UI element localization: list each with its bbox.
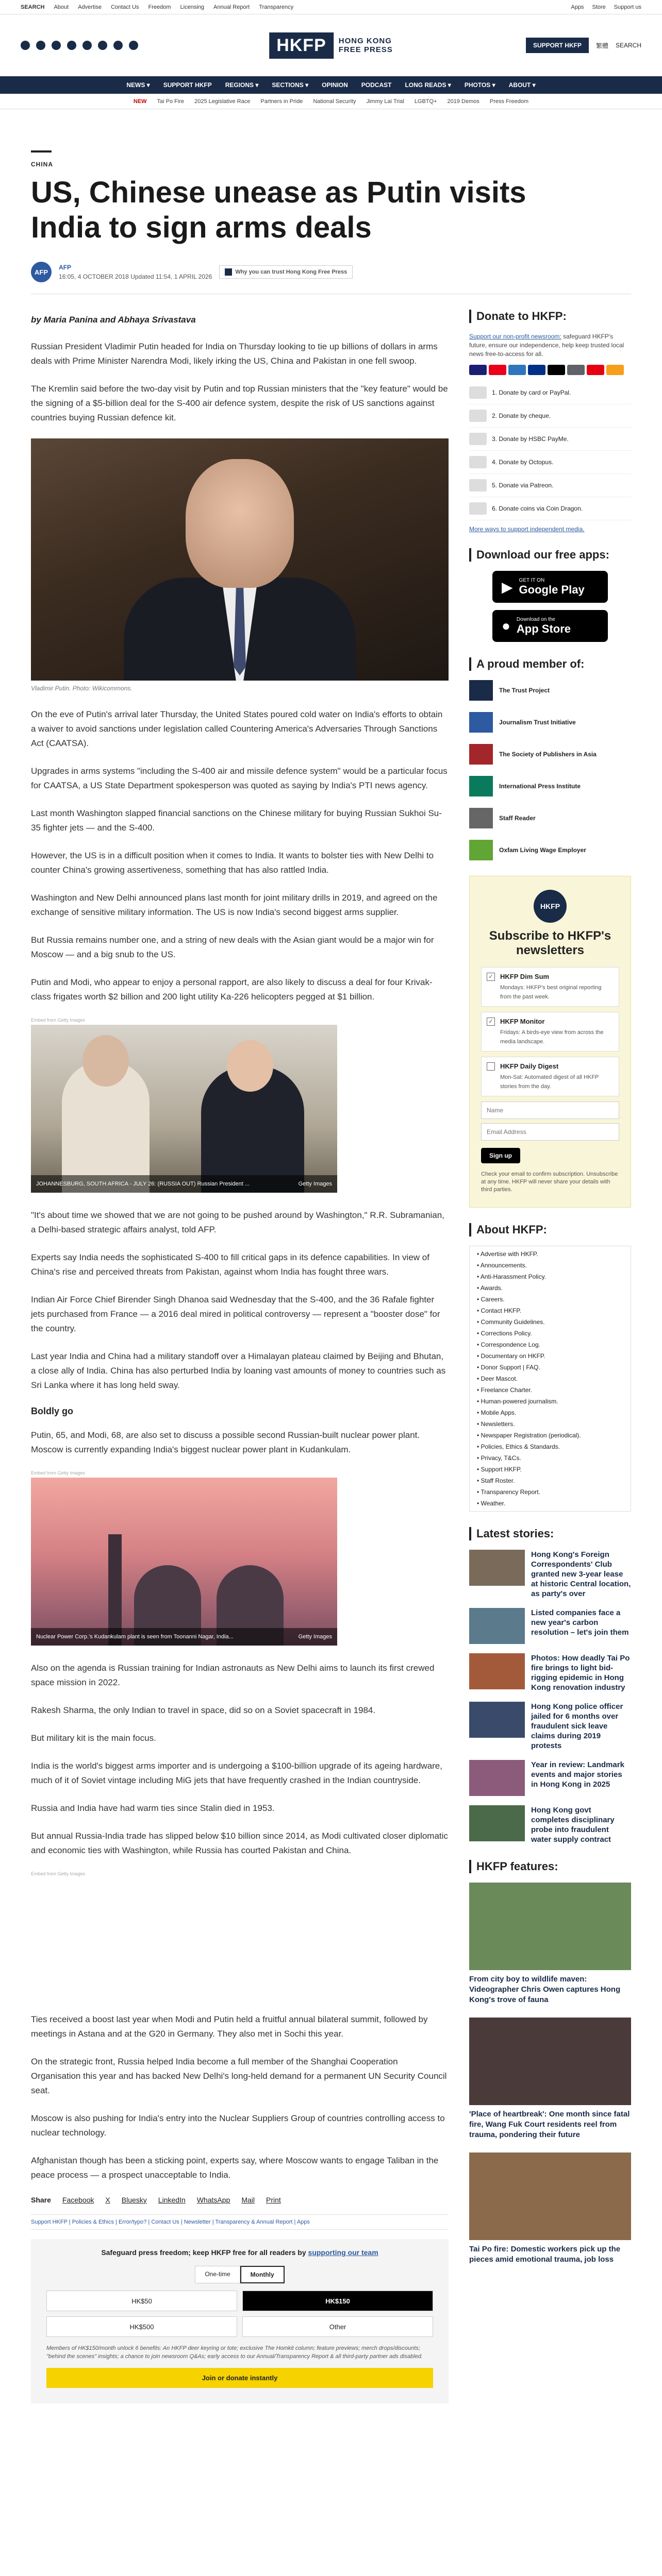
- name-field[interactable]: [481, 1101, 619, 1119]
- donate-intro-link[interactable]: Support our non-profit newsroom:: [469, 333, 561, 340]
- paragraph: Washington and New Delhi announced plans last month for joint military drills in 2019, and agreed on the exchange of sensitive military information. The US is now India's second biggest arms supplier.: [31, 893, 438, 917]
- image-caption: Vladimir Putin. Photo: Wikicommons.: [31, 685, 133, 692]
- paragraph: On the strategic front, Russia helped India become a full member of the Shanghai Cooperation Organisation this year and has backed New Delhi's long-held demand for a permanent UN Security Council seat.: [31, 2057, 447, 2095]
- article-meta: [31, 262, 631, 282]
- paragraph: "It's about time we showed that we are not going to be pushed around by Washington," R.R. Subramanian, a Delhi-based strategic affairs analyst, told AFP.: [31, 1210, 444, 1234]
- about-link[interactable]: • Newsletters.: [477, 1418, 623, 1430]
- donate-option[interactable]: 2. Donate by cheque.: [469, 404, 631, 428]
- story-title[interactable]: Listed companies face a new year's carbon resolution – let's join them: [531, 1608, 629, 1637]
- app-store-button[interactable]: ● Download on the App Store: [492, 610, 608, 642]
- about-link[interactable]: • Anti-Harassment Policy.: [477, 1271, 623, 1282]
- donate-option[interactable]: 5. Donate via Patreon.: [469, 474, 631, 497]
- trending-link[interactable]: National Security: [313, 98, 356, 105]
- about-link[interactable]: • Correspondence Log.: [477, 1339, 623, 1350]
- about-link[interactable]: • Human-powered journalism.: [477, 1396, 623, 1407]
- latest-story[interactable]: [469, 1608, 631, 1644]
- figure-putin: [31, 438, 449, 692]
- trending-nav: [0, 94, 662, 109]
- about-link[interactable]: • Advertise with HKFP.: [477, 1248, 623, 1260]
- story-thumbnail[interactable]: [469, 1550, 525, 1586]
- share-bar: [31, 2196, 449, 2204]
- share-bluesky[interactable]: Bluesky: [121, 2196, 147, 2204]
- cheque-icon: [469, 410, 487, 422]
- logo-line-2: FREE PRESS: [338, 45, 393, 54]
- embed-credit: Embed from Getty Images: [31, 1470, 86, 1476]
- putin-photo: [31, 438, 449, 681]
- linkedin-icon[interactable]: [98, 41, 107, 50]
- story-thumbnail[interactable]: [469, 1805, 525, 1841]
- donate-option[interactable]: 6. Donate coins via Coin Dragon.: [469, 497, 631, 520]
- mastercard-icon: [489, 365, 506, 375]
- topbar-link-advertise[interactable]: Advertise: [78, 4, 102, 10]
- logo-line-1: HONG KONG: [338, 37, 392, 45]
- article-title: US, Chinese unease as Putin visits India to sign arms deals: [31, 176, 526, 244]
- trust-note-button[interactable]: [219, 265, 353, 279]
- paypal-icon: [528, 365, 545, 375]
- image-source[interactable]: Getty Images: [298, 1634, 332, 1640]
- paragraph: Last year India and China had a military standoff over a Himalayan plateau claimed by Beijing and Bhutan, a close ally of India. China has also perturbed India by loaning vast amounts of money to countries such as Sri Lanka where it has long held sway.: [31, 1351, 446, 1390]
- utility-bar: [0, 0, 662, 14]
- donation-title: [46, 2248, 433, 2257]
- story-thumbnail[interactable]: [469, 1702, 525, 1738]
- about-link[interactable]: • Freelance Charter.: [477, 1384, 623, 1396]
- google-play-button[interactable]: ▶ GET IT ON Google Play: [492, 571, 608, 603]
- feature-title[interactable]: 'Place of heartbreak': One month since fatal fire, Wang Fuk Court residents reel from trauma, pondering their future: [469, 2110, 630, 2139]
- figure-modi-putin: [31, 1018, 449, 1193]
- donation-title-link[interactable]: supporting our team: [308, 2248, 378, 2257]
- trending-link[interactable]: Jimmy Lai Trial: [366, 98, 404, 105]
- paragraph: But military kit is the main focus.: [31, 1733, 156, 1743]
- staff-reader-logo: [469, 808, 493, 828]
- embed-placeholder: [31, 1878, 449, 2012]
- telegram-icon[interactable]: [129, 41, 138, 50]
- amount-options: [46, 2291, 433, 2337]
- trending-link[interactable]: Partners in Pride: [260, 98, 303, 105]
- paragraph: Moscow is also pushing for India's entry into the Nuclear Suppliers Group of countries controlling access to nuclear technology.: [31, 2113, 445, 2138]
- image-caption: Nuclear Power Corp.'s Kudankulam plant is seen from Toonanni Nagar, India...: [36, 1634, 234, 1640]
- article-body: [31, 294, 449, 2403]
- paragraph: Indian Air Force Chief Birender Singh Dhanoa said Wednesday that the S-400, and the 36 Rafale fighter jets purchased from France — a 2016 deal mired in political controversy — represent a "booster dose" for the country.: [31, 1295, 440, 1333]
- about-link[interactable]: • Announcements.: [477, 1260, 623, 1271]
- freq-one-time[interactable]: One-time: [195, 2266, 240, 2283]
- about-link[interactable]: • Privacy, T&Cs.: [477, 1452, 623, 1464]
- trending-link[interactable]: 2019 Demos: [447, 98, 479, 105]
- sidebar-heading-apps: Download our free apps:: [469, 548, 631, 562]
- divider: [31, 150, 52, 152]
- image-source[interactable]: Getty Images: [298, 1181, 332, 1187]
- newsletter-option[interactable]: ✓ HKFP Dim Sum Mondays: HKFP's best original reporting from the past week.: [481, 967, 619, 1007]
- embed-credit: Embed from Getty Images: [31, 1871, 86, 1876]
- latest-story[interactable]: [469, 1702, 631, 1751]
- play-icon: ▶: [502, 579, 513, 595]
- about-list: [469, 1246, 631, 1512]
- donation-widget: [31, 2239, 449, 2403]
- topbar-link-store[interactable]: Store: [592, 4, 606, 10]
- logo-mark: HKFP: [269, 32, 334, 59]
- feature-story[interactable]: [469, 2018, 631, 2140]
- paragraph: On the eve of Putin's arrival later Thursday, the United States poured cold water on India's efforts to obtain a waiver to avoid sanctions under legislation called Countering America's Adversaries Through Sanctions Act (CAATSA).: [31, 709, 443, 748]
- site-logo[interactable]: [269, 32, 393, 59]
- site-header: [0, 14, 662, 76]
- sopa-logo: [469, 744, 493, 765]
- trust-project-logo: [469, 680, 493, 701]
- paragraph: However, the US is in a difficult position when it comes to India. It wants to bolster ties with New Delhi to counter China's growing assertiveness, something that has also rattled India.: [31, 851, 434, 875]
- newsletter-note: Check your email to confirm subscription. Unsubscribe at any time. HKFP will never share your details with third parties.: [481, 1171, 618, 1193]
- paragraph: Afghanistan though has been a sticking point, experts say, where Moscow wants to engage Taliban in the peace process — a prospect unacceptable to India.: [31, 2156, 439, 2180]
- nav-news[interactable]: NEWS ▾: [126, 81, 150, 89]
- about-link[interactable]: • Corrections Policy.: [477, 1328, 623, 1339]
- share-whatsapp[interactable]: WhatsApp: [196, 2196, 230, 2204]
- member-logo[interactable]: The Trust Project: [469, 680, 631, 701]
- search-link[interactable]: SEARCH: [21, 4, 45, 10]
- topbar-link-apps[interactable]: Apps: [571, 4, 584, 10]
- image-caption-bar: [31, 1628, 337, 1646]
- sidebar-heading-donate: Donate to HKFP:: [469, 310, 631, 323]
- image-caption: JOHANNESBURG, SOUTH AFRICA - JULY 26: (RUSSIA OUT) Russian President ...: [36, 1181, 250, 1187]
- about-link[interactable]: • Donor Support | FAQ.: [477, 1362, 623, 1373]
- amount-option[interactable]: HK$500: [46, 2316, 237, 2337]
- feature-image[interactable]: [469, 2018, 631, 2105]
- paragraph: Also on the agenda is Russian training for Indian astronauts as New Delhi aims to launch its first crewed space mission in 2022.: [31, 1663, 435, 1687]
- publish-dates: 16:05, 4 OCTOBER 2018 Updated 11:54, 1 APRIL 2026: [59, 273, 212, 280]
- newsletter-signup: [469, 876, 631, 1208]
- paragraph: Putin, 65, and Modi, 68, are also set to discuss a possible second Russian-built nuclear power plant. Moscow is currently expanding India's biggest nuclear power plant in Kudankulam.: [31, 1430, 420, 1454]
- trending-link[interactable]: 2025 Legislative Race: [194, 98, 251, 105]
- octopus-icon: [469, 456, 487, 468]
- story-title[interactable]: Hong Kong's Foreign Correspondents' Club granted new 3-year lease at historic Central location, as party's over: [531, 1550, 631, 1598]
- image-caption-bar: [31, 1175, 337, 1193]
- topbar-link-transparency[interactable]: Transparency: [259, 4, 294, 10]
- payment-cards: [469, 365, 631, 375]
- about-link[interactable]: • Newspaper Registration (periodical).: [477, 1430, 623, 1441]
- story-title[interactable]: Year in review: Landmark events and major stories in Hong Kong in 2025: [531, 1760, 624, 1789]
- coin-dragon-icon: [469, 502, 487, 515]
- google-pay-icon: [567, 365, 585, 375]
- feature-title[interactable]: From city boy to wildlife maven: Videographer Chris Owen captures Hong Kong's trove of fauna: [469, 1975, 621, 2004]
- section-subhead: Boldly go: [31, 1406, 73, 1416]
- about-link[interactable]: • Awards.: [477, 1282, 623, 1294]
- story-thumbnail[interactable]: [469, 1608, 525, 1644]
- member-logo[interactable]: Oxfam Living Wage Employer: [469, 840, 631, 860]
- share-mail[interactable]: Mail: [241, 2196, 255, 2204]
- about-link[interactable]: • Support HKFP.: [477, 1464, 623, 1475]
- feature-image[interactable]: [469, 2153, 631, 2240]
- paragraph: The Kremlin said before the two-day visit by Putin and top Russian ministers that the "key feature" would be the signing of a $5-billion deal for the S-400 air defence system, despite the risk of US sanctions against countries buying Russian defence kit.: [31, 384, 448, 422]
- paragraph: Experts say India needs the sophisticated S-400 to fill critical gaps in its defence capabilities. In view of China's rise and perceived threats from Pakistan, against whom India has fought three wars.: [31, 1252, 429, 1277]
- donate-intro: Support our non-profit newsroom: safeguard HKFP's future, ensure our independence, help keep trusted local news free-to-access for all.: [469, 333, 624, 358]
- oxfam-logo: [469, 840, 493, 860]
- paragraph: But annual Russia-India trade has slipped below $10 billion since 2014, as Modi cultivated closer diplomatic and economic ties with Washington, while Russia has courted Pakistan and China.: [31, 1831, 448, 1855]
- hkfp-badge: HKFP: [534, 890, 567, 923]
- about-link[interactable]: • Documentary on HKFP.: [477, 1350, 623, 1362]
- frequency-toggle: [46, 2266, 433, 2283]
- figure-nuclear-plant: [31, 1470, 449, 1646]
- trending-link[interactable]: Tai Po Fire: [157, 98, 185, 105]
- byline: by Maria Panina and Abhaya Srivastava: [31, 315, 196, 325]
- nav-photos[interactable]: PHOTOS ▾: [464, 81, 495, 89]
- member-logo[interactable]: The Society of Publishers in Asia: [469, 744, 631, 765]
- paragraph: Last month Washington slapped financial sanctions on the Chinese military for buying Russian Sukhoi Su-35 fighter jets — and the S-400.: [31, 808, 442, 833]
- donation-title-text: Safeguard press freedom; keep HKFP free for all readers by: [101, 2248, 308, 2257]
- topbar-link-contact[interactable]: Contact Us: [111, 4, 139, 10]
- social-links: [21, 41, 138, 50]
- feature-image[interactable]: [469, 1883, 631, 1970]
- nav-podcast[interactable]: PODCAST: [361, 81, 392, 89]
- trending-link[interactable]: LGBTQ+: [414, 98, 437, 105]
- author-name[interactable]: AFP: [59, 264, 71, 271]
- share-facebook[interactable]: Facebook: [62, 2196, 94, 2204]
- share-x[interactable]: X: [105, 2196, 110, 2204]
- topbar-link-licensing[interactable]: Licensing: [180, 4, 204, 10]
- sidebar-heading-latest: Latest stories:: [469, 1527, 631, 1540]
- newsletter-option[interactable]: HKFP Daily Digest Mon-Sat: Automated digest of all HKFP stories from the day.: [481, 1057, 619, 1096]
- amount-option[interactable]: Other: [242, 2316, 433, 2337]
- latest-story[interactable]: [469, 1805, 631, 1844]
- facebook-icon[interactable]: [21, 41, 30, 50]
- apple-icon: ●: [502, 618, 510, 634]
- latest-story[interactable]: [469, 1653, 631, 1692]
- feature-story[interactable]: [469, 2153, 631, 2265]
- latest-story[interactable]: [469, 1550, 631, 1599]
- story-thumbnail[interactable]: [469, 1760, 525, 1796]
- unionpay-icon: [587, 365, 604, 375]
- threads-icon[interactable]: [67, 41, 76, 50]
- share-linkedin[interactable]: LinkedIn: [158, 2196, 186, 2204]
- payme-icon: [469, 433, 487, 445]
- bluesky-icon[interactable]: [113, 41, 123, 50]
- trust-note-label: Why you can trust Hong Kong Free Press: [235, 269, 347, 275]
- instagram-icon[interactable]: [52, 41, 61, 50]
- support-links[interactable]: Support HKFP | Policies & Ethics | Error/typo? | Contact Us | Newsletter | Transparency & Annual Report | Apps: [31, 2214, 449, 2230]
- topbar-link-support[interactable]: Support us: [614, 4, 641, 10]
- about-link[interactable]: • Weather.: [477, 1498, 623, 1509]
- card-icon: [469, 386, 487, 399]
- nav-opinion[interactable]: OPINION: [322, 81, 348, 89]
- paragraph: Putin and Modi, who appear to enjoy a personal rapport, are also likely to discuss a deal for four Krivak-class frigates worth $2 billion and 200 light utility Ka-226 helicopters pegged at $1 billion.: [31, 977, 433, 1002]
- latest-stories: [469, 1550, 631, 1844]
- checkbox[interactable]: ✓: [487, 1018, 495, 1026]
- share-label: Share: [31, 2196, 51, 2204]
- amount-option[interactable]: HK$150: [242, 2291, 433, 2311]
- member-logo[interactable]: International Press Institute: [469, 776, 631, 796]
- donate-option[interactable]: 1. Donate by card or PayPal.: [469, 381, 631, 404]
- jti-logo: [469, 712, 493, 733]
- freq-monthly[interactable]: Monthly: [240, 2266, 285, 2283]
- topbar-link-freedom[interactable]: Freedom: [148, 4, 171, 10]
- topbar-link-about[interactable]: About: [54, 4, 69, 10]
- apple-pay-icon: [548, 365, 565, 375]
- story-thumbnail[interactable]: [469, 1653, 525, 1689]
- paragraph: Upgrades in arms systems "including the S-400 air and missile defence system" would be a particular focus for CAATSA, a US State Department spokesperson was quoted as saying by India's PTI news agency.: [31, 766, 448, 790]
- language-switch[interactable]: 繁體: [595, 42, 608, 49]
- paragraph: Rakesh Sharma, the only Indian to travel in space, did so on a Soviet spacecraft in 1984.: [31, 1705, 376, 1715]
- amount-option[interactable]: HK$50: [46, 2291, 237, 2311]
- checkbox[interactable]: ✓: [487, 973, 495, 981]
- paragraph: But Russia remains number one, and a string of new deals with the Asian giant would be a major win for Moscow — and a big snub to the US.: [31, 935, 434, 959]
- ipi-logo: [469, 776, 493, 796]
- membership-note: Members of HK$150/month unlock 6 benefits: An HKFP deer keyring or tote; exclusive The Homkit column; feature previews; merch drops/discounts; "behind the scenes" insights; a chance to join newsroom Q&As; early access to our Annual/Transparency Report & all third-party partner ads disabled.: [46, 2345, 423, 2360]
- about-link[interactable]: • Careers.: [477, 1294, 623, 1305]
- nav-about[interactable]: ABOUT ▾: [508, 81, 536, 89]
- newsletter-option[interactable]: ✓ HKFP Monitor Fridays: A birds-eye view from across the media landscape.: [481, 1012, 619, 1052]
- sidebar: [469, 294, 631, 2403]
- donate-options: [469, 381, 631, 520]
- about-link[interactable]: • Mobile Apps.: [477, 1407, 623, 1418]
- sign-up-button[interactable]: Sign up: [481, 1148, 520, 1163]
- amex-icon: [508, 365, 526, 375]
- join-donate-button[interactable]: Join or donate instantly: [46, 2368, 433, 2388]
- share-print[interactable]: Print: [266, 2196, 281, 2204]
- checkbox[interactable]: [487, 1062, 495, 1071]
- discover-icon: [606, 365, 624, 375]
- feature-stories: [469, 1883, 631, 2265]
- visa-icon: [469, 365, 487, 375]
- about-link[interactable]: • Staff Roster.: [477, 1475, 623, 1486]
- donate-option[interactable]: 4. Donate by Octopus.: [469, 451, 631, 474]
- support-hkfp-button[interactable]: SUPPORT HKFP: [526, 38, 589, 53]
- member-logo[interactable]: Journalism Trust Initiative: [469, 712, 631, 733]
- about-link[interactable]: • Community Guidelines.: [477, 1316, 623, 1328]
- main-nav: [0, 76, 662, 94]
- story-title[interactable]: Hong Kong govt completes disciplinary probe into fraudulent water supply contract: [531, 1806, 615, 1844]
- nav-support[interactable]: SUPPORT HKFP: [163, 81, 212, 89]
- nuclear-plant-photo[interactable]: [31, 1478, 337, 1646]
- sidebar-heading-features: HKFP features:: [469, 1860, 631, 1873]
- article-header: [0, 109, 662, 282]
- sidebar-heading-about: About HKFP:: [469, 1223, 631, 1236]
- about-link[interactable]: • Deer Mascot.: [477, 1373, 623, 1384]
- youtube-icon[interactable]: [82, 41, 92, 50]
- feature-title[interactable]: Tai Po fire: Domestic workers pick up the pieces amid emotional trauma, job loss: [469, 2245, 621, 2264]
- author-avatar[interactable]: AFP: [31, 262, 52, 282]
- donate-option[interactable]: 3. Donate by HSBC PayMe.: [469, 428, 631, 451]
- more-ways-link[interactable]: More ways to support independent media.: [469, 526, 585, 533]
- trending-link[interactable]: Press Freedom: [489, 98, 529, 105]
- nav-regions[interactable]: REGIONS ▾: [225, 81, 259, 89]
- newsletter-title: Subscribe to HKFP's newsletters: [489, 929, 611, 957]
- about-link[interactable]: • Policies, Ethics & Standards.: [477, 1441, 623, 1452]
- article-category[interactable]: CHINA: [31, 161, 53, 168]
- embed-credit: Embed from Getty Images: [31, 1018, 86, 1023]
- feature-story[interactable]: [469, 1883, 631, 2005]
- paragraph: Ties received a boost last year when Modi and Putin held a fruitful annual bilateral summit, followed by meetings in Astana and at the G20 in Germany. They also met in Sochi this year.: [31, 2014, 428, 2039]
- sidebar-heading-member: A proud member of:: [469, 657, 631, 671]
- member-logo[interactable]: Staff Reader: [469, 808, 631, 828]
- about-link[interactable]: • Transparency Report.: [477, 1486, 623, 1498]
- latest-story[interactable]: [469, 1760, 631, 1796]
- patreon-icon: [469, 479, 487, 492]
- paragraph: India is the world's biggest arms importer and is undergoing a $100-billion upgrade of its ageing hardware, much of it of Soviet vintage including MiG jets that have frequently crashed in the Indian countryside.: [31, 1761, 442, 1785]
- paragraph: Russia and India have had warm ties since Stalin died in 1953.: [31, 1803, 275, 1813]
- paragraph: Russian President Vladimir Putin headed for India on Thursday looking to tie up billions of dollars in arms deals with Prime Minister Narendra Modi, likely irking the US, China and Pakistan in one fell swoop.: [31, 342, 438, 366]
- modi-putin-photo[interactable]: [31, 1025, 337, 1193]
- email-field[interactable]: [481, 1123, 619, 1141]
- header-search-link[interactable]: SEARCH: [615, 42, 641, 49]
- nav-long-reads[interactable]: LONG READS ▾: [405, 81, 451, 89]
- story-title[interactable]: Photos: How deadly Tai Po fire brings to light bid-rigging epidemic in Hong Kong renovation industry: [531, 1654, 630, 1692]
- topbar-link-annual-report[interactable]: Annual Report: [213, 4, 250, 10]
- about-link[interactable]: • Contact HKFP.: [477, 1305, 623, 1316]
- nav-sections[interactable]: SECTIONS ▾: [272, 81, 309, 89]
- new-label: NEW: [133, 98, 147, 105]
- hkfp-icon: [225, 268, 232, 276]
- story-title[interactable]: Hong Kong police officer jailed for 6 months over fraudulent sick leave claims during 2019 protests: [531, 1702, 623, 1750]
- x-icon[interactable]: [36, 41, 45, 50]
